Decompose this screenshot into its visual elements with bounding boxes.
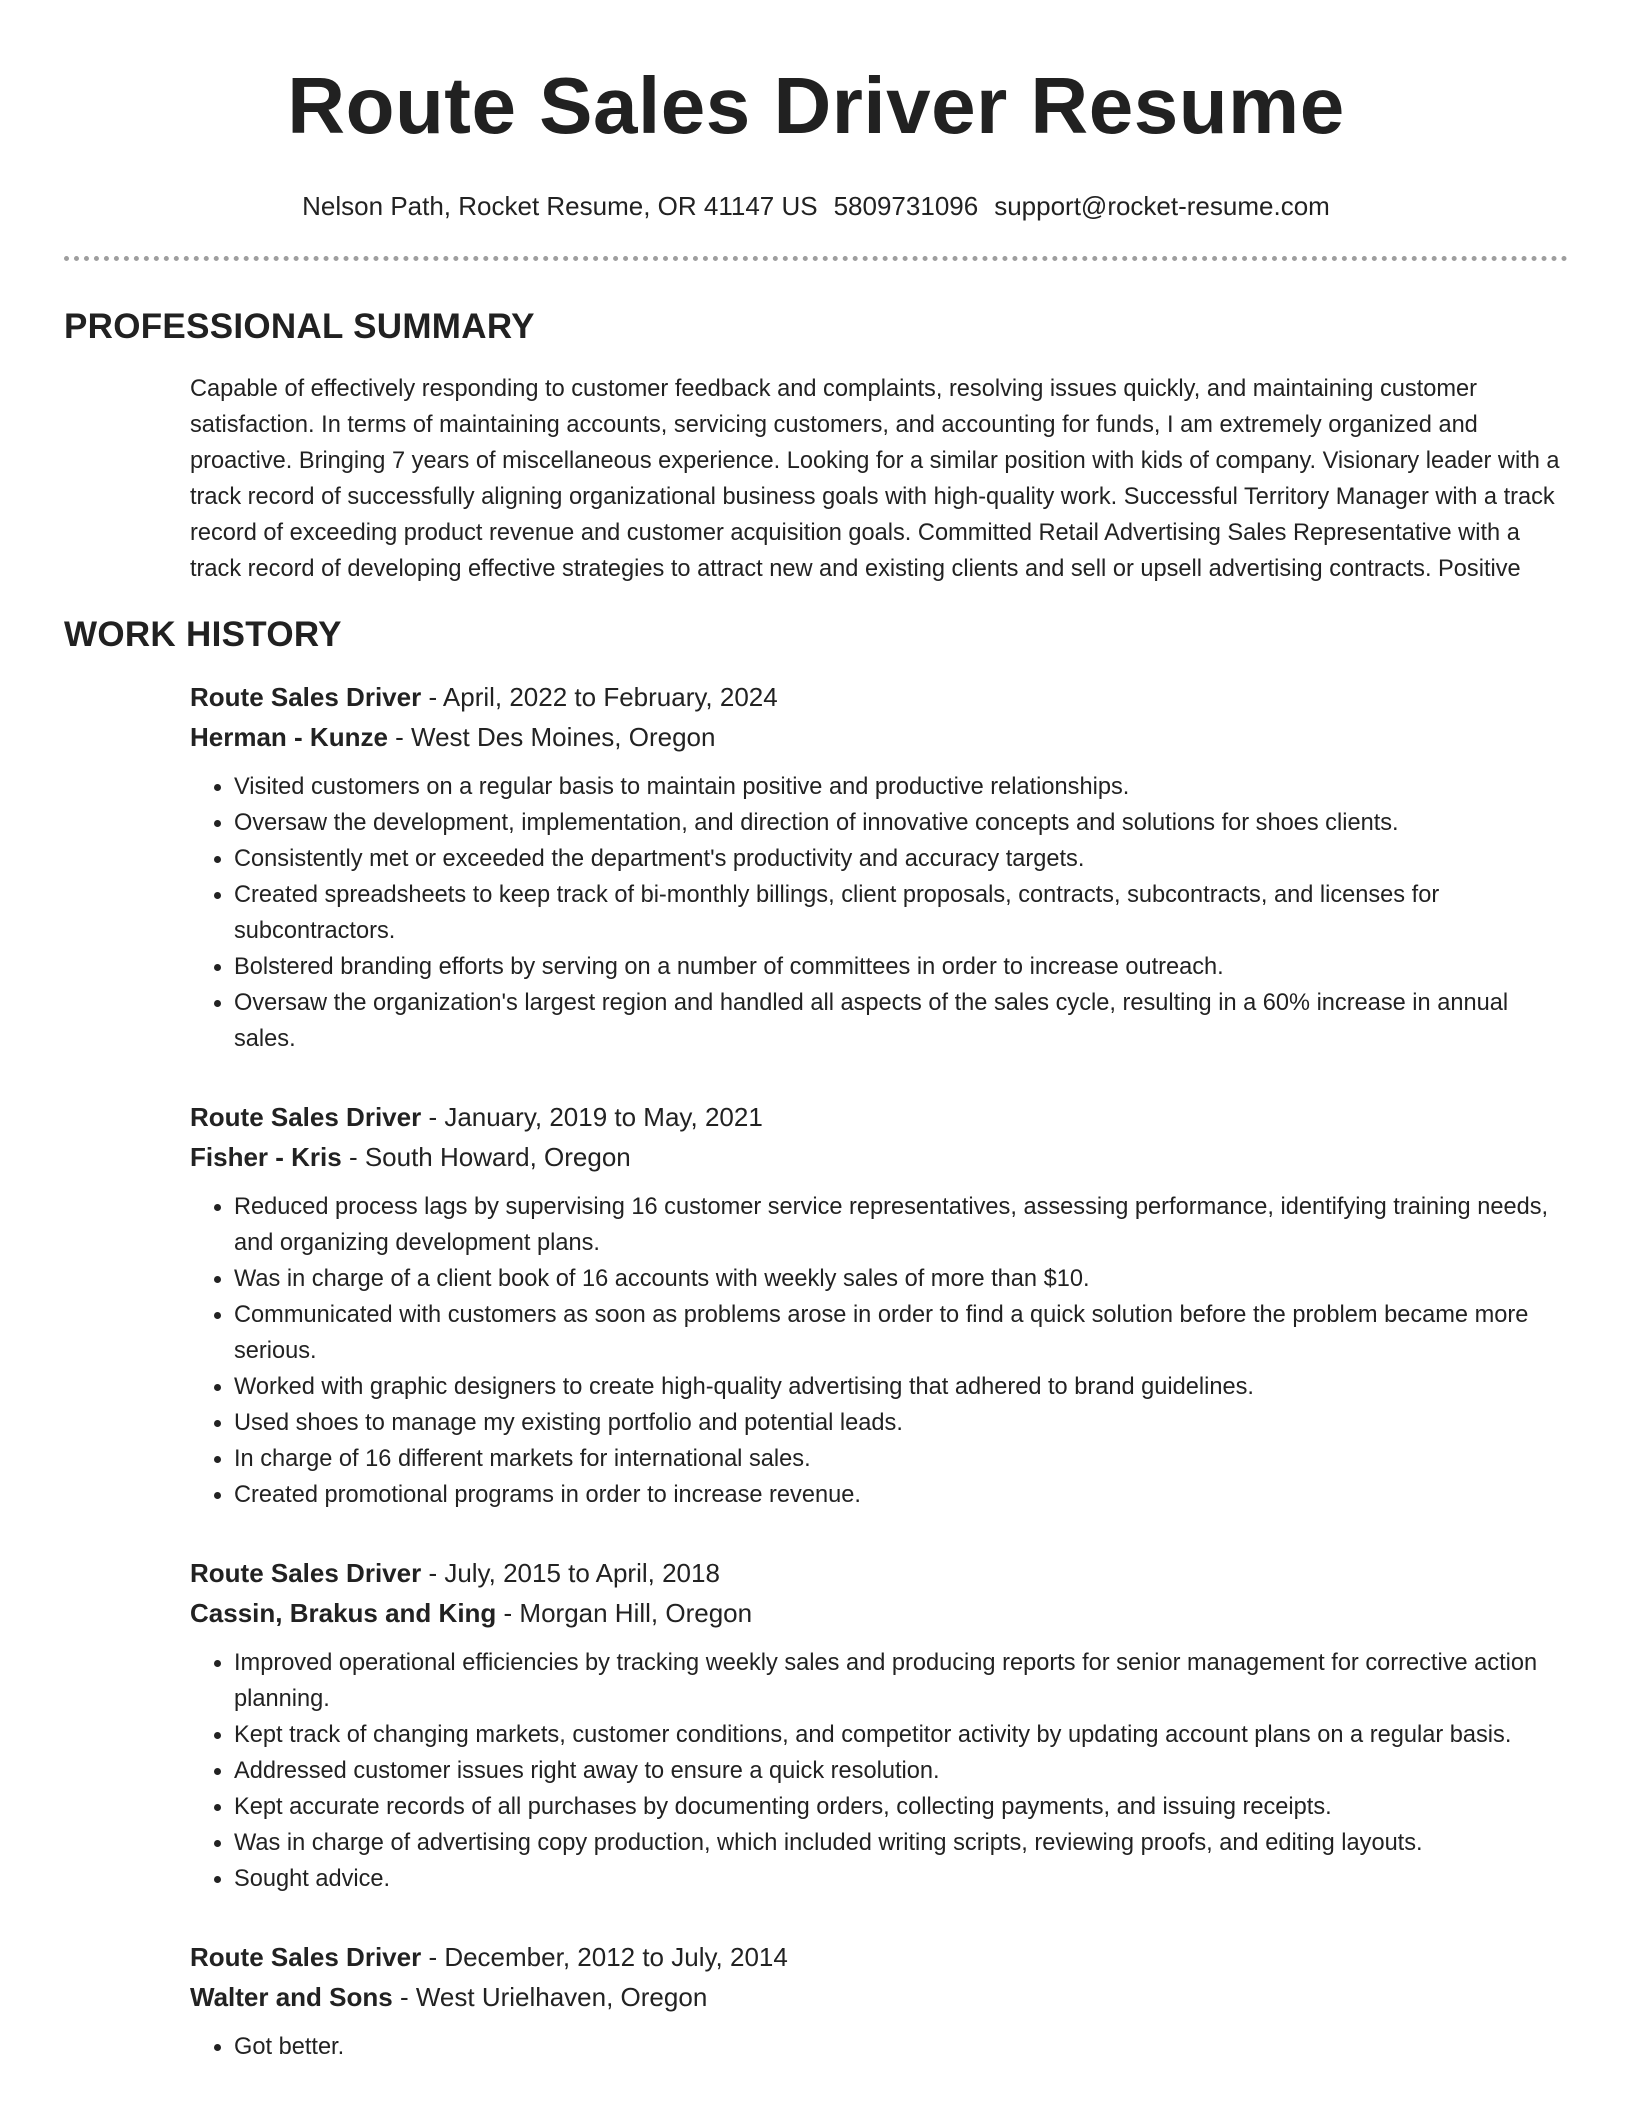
job-bullet: • Bolstered branding efforts by serving on a number of committees in order to increase outreach. [234, 949, 1568, 985]
job-bullet: • Visited customers on a regular basis to maintain positive and productive relationships. [234, 769, 1568, 805]
job-bullet: • Kept accurate records of all purchases by documenting orders, collecting payments, and issuing receipts. [234, 1789, 1568, 1825]
job-bullet: • Was in charge of advertising copy production, which included writing scripts, reviewing proofs, and editing layouts. [234, 1825, 1568, 1861]
job-bullet: • Reduced process lags by supervising 16 customer service representatives, assessing performance, identifying training needs, and organizing development plans. [234, 1189, 1568, 1261]
job-location: - Morgan Hill, Oregon [496, 1598, 753, 1628]
job-title-line [190, 1553, 1568, 1593]
job-company-line [190, 1137, 1568, 1177]
job-bullet: • Improved operational efficiencies by tracking weekly sales and producing reports for senior management for corrective action planning. [234, 1645, 1568, 1717]
job-entry [190, 1097, 1568, 1513]
summary-text: Capable of effectively responding to customer feedback and complaints, resolving issues quickly, and maintaining customer satisfaction. In terms of maintaining accounts, servicing customers, and accounting for funds, I am extremely organized and proactive. Bringing 7 years of miscellaneous experience. Looking for a similar position with kids of company. Visionary leader with a track record of successfully aligning organizational business goals with high-quality work. Successful Territory Manager with a track record of exceeding product revenue and customer acquisition goals. Committed Retail Advertising Sales Representative with a track record of developing effective strategies to attract new and existing clients and sell or upsell advertising contracts. Positive [190, 376, 1560, 582]
summary-heading: PROFESSIONAL SUMMARY [64, 307, 535, 346]
job-company-line [190, 717, 1568, 757]
job-company-line [190, 1593, 1568, 1633]
work-history-heading: WORK HISTORY [64, 615, 342, 654]
job-dates: - January, 2019 to May, 2021 [421, 1102, 763, 1132]
job-company: Walter and Sons [190, 1982, 393, 2012]
job-bullet: • Worked with graphic designers to create high-quality advertising that adhered to brand guidelines. [234, 1369, 1568, 1405]
job-bullet: • Oversaw the organization's largest region and handled all aspects of the sales cycle, resulting in a 60% increase in annual sales. [234, 985, 1568, 1057]
job-dates: - April, 2022 to February, 2024 [421, 682, 778, 712]
job-location: - West Des Moines, Oregon [387, 722, 716, 752]
contact-phone: 5809731096 [833, 191, 979, 221]
job-entry [190, 677, 1568, 1057]
job-bullet: • Communicated with customers as soon as problems arose in order to find a quick solution before the problem became more serious. [234, 1297, 1568, 1369]
job-title-line [190, 677, 1568, 717]
job-title: Route Sales Driver [190, 1102, 422, 1132]
job-entry [190, 1553, 1568, 1897]
job-dates: - July, 2015 to April, 2018 [421, 1558, 720, 1588]
job-bullet: • In charge of 16 different markets for international sales. [234, 1441, 1568, 1477]
contact-email: support@rocket-resume.com [994, 191, 1330, 221]
job-bullet: • Created promotional programs in order to increase revenue. [234, 1477, 1568, 1513]
job-bullet: • Was in charge of a client book of 16 accounts with weekly sales of more than $10. [234, 1261, 1568, 1297]
job-bullet: • Addressed customer issues right away to ensure a quick resolution. [234, 1753, 1568, 1789]
job-location: - South Howard, Oregon [341, 1142, 631, 1172]
job-dates: - December, 2012 to July, 2014 [421, 1942, 788, 1972]
job-title-line [190, 1097, 1568, 1137]
resume-title: Route Sales Driver Resume [287, 61, 1345, 150]
header-divider [64, 256, 1568, 261]
job-bullet: • Consistently met or exceeded the department's productivity and accuracy targets. [234, 841, 1568, 877]
job-bullets [190, 1189, 1568, 1513]
contact-line [64, 190, 1568, 222]
job-company-line [190, 1977, 1568, 2017]
job-bullet: • Used shoes to manage my existing portfolio and potential leads. [234, 1405, 1568, 1441]
job-title: Route Sales Driver [190, 1942, 422, 1972]
job-bullet: • Got better. [234, 2029, 1568, 2065]
job-title-line [190, 1937, 1568, 1977]
job-title: Route Sales Driver [190, 682, 422, 712]
job-entry [190, 1937, 1568, 2065]
job-title: Route Sales Driver [190, 1558, 422, 1588]
job-location: - West Urielhaven, Oregon [392, 1982, 708, 2012]
job-company: Cassin, Brakus and King [190, 1598, 497, 1628]
job-bullets [190, 2029, 1568, 2065]
job-bullets [190, 1645, 1568, 1897]
job-bullet: • Sought advice. [234, 1861, 1568, 1897]
job-company: Herman - Kunze [190, 722, 388, 752]
job-bullet: • Oversaw the development, implementation, and direction of innovative concepts and solutions for shoes clients. [234, 805, 1568, 841]
job-bullet: • Kept track of changing markets, customer conditions, and competitor activity by updating account plans on a regular basis. [234, 1717, 1568, 1753]
job-company: Fisher - Kris [190, 1142, 342, 1172]
job-bullet: • Created spreadsheets to keep track of bi-monthly billings, client proposals, contracts, subcontracts, and licenses for subcontractors. [234, 877, 1568, 949]
contact-address: Nelson Path, Rocket Resume, OR 41147 US [302, 191, 818, 221]
job-bullets [190, 769, 1568, 1057]
